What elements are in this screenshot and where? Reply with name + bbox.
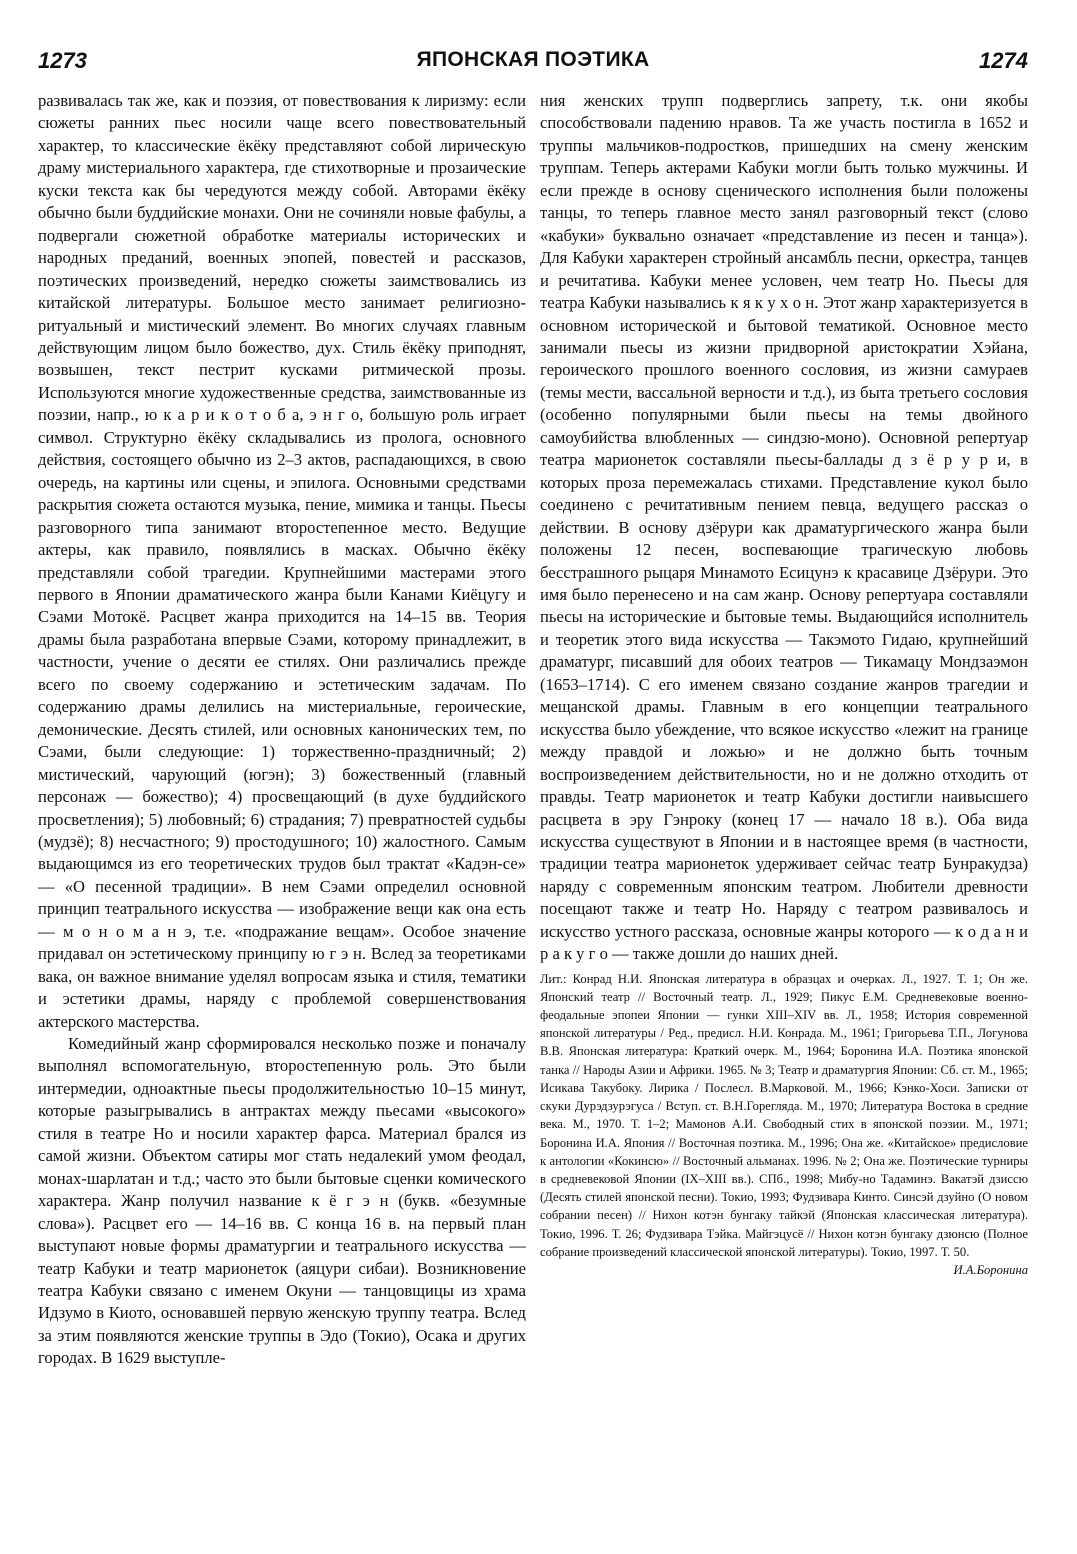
running-title: ЯПОНСКАЯ ПОЭТИКА	[416, 48, 650, 71]
article-author: И.А.Боронина	[953, 1262, 1028, 1277]
references-text: Лит.: Конрад Н.И. Японская литература в образцах и очерках. Л., 1927. Т. 1; Он же. Японский театр // Восточный театр. Л., 1929; Пикус Е.М. Средневековые военно-феодальные эпопеи Японии — гунки XIII–XIV вв. Л., 1958; История современной японской литературы / Ред., предисл. Н.И. Конрада. М., 1961; Григорьева Т.П., Логунова В.В. Японская литература: Краткий очерк. М., 1964; Боронина И.А. Поэтика японской танка // Народы Азии и Африки. 1965. № 3; Театр и драматургия Японии: Сб. ст. М., 1965; Исикава Такубоку. Лирика / Послесл. В.Марковой. М., 1966; Кэнко-Хоси. Записки от скуки Дурэдзурэгуса / Вступ. ст. В.Н.Горегляда. М., 1970; Литература Востока в средние века. М., 1970. Т. 1–2; Мамонов А.И. Свободный стих в японской поэзии. М., 1971; Боронина И.А. Япония // Восточная поэтика. М., 1996; Она же. «Китайское» предисловие к антологии «Кокинсю» // Восточный альманах. 1996. № 2; Она же. Поэтические турниры в средневековой Японии (IX–XIII вв.). СПб., 1998; Мибу-но Тадаминэ. Вакатэй дзиссю (Десять стилей японской песни). Токио, 1993; Фудзивара Кинто. Синсэй дзуйно (О новом собрании песен) // Нихон котэн бунгаку тайкэй (Японская классическая литература). Токио, 1996. Т. 26; Фудзивара Тэйка. Майгэцусё // Нихон котэн бунгаку дзюнсю (Полное собрание произведений классической японской литературы). Токио, 1997. Т. 50.	[540, 971, 1028, 1259]
page-number-left: 1273	[38, 48, 87, 73]
page-header	[38, 48, 1028, 78]
left-column	[38, 90, 526, 1370]
body-paragraph: Комедийный жанр сформировался несколько позже и поначалу выполнял вспомогательную, второстепенную роль. Это были интермедии, одноактные пьесы продолжительностью 10–15 минут, которые разыгрывались в антрактах между пьесами «высокого» стиля в театре Но и носили характер фарса. Материал брался из самой жизни. Объектом сатиры мог стать недалекий умом феодал, монах-шарлатан и т.д.; часто это были бытовые сценки комического характера. Жанр получил название к ё г э н (букв. «безумные слова»). Расцвет его — 14–16 вв. С конца 16 в. на первый план выступают новые формы драматургии и театрального искусства — театр Кабуки и театр марионеток (аяцури сибаи). Возникновение театра Кабуки связано с именем Окуни — танцовщицы из храма Идзумо в Киото, основавшей первую женскую труппу театра. Вслед за этим появляются женские труппы в Эдо (Токио), Осака и других городах. В 1629 выступле-	[38, 1034, 526, 1368]
page-number-right: 1274	[979, 48, 1028, 73]
right-column	[540, 90, 1028, 1279]
body-paragraph: ния женских трупп подверглись запрету, т.к. они якобы способствовали падению нравов. Та же участь постигла в 1652 и труппы мальчиков-подростков, пришедших на смену женским труппам. Теперь актерами Кабуки могли быть только мужчины. И если прежде в основу сценического исполнения были положены танцы, то теперь главное место занял разговорный текст (слово «кабуки» буквально означает «представление из песен и танца»). Для Кабуки характерен стройный ансамбль песни, оркестра, танцев и речитатива. Кабуки менее условен, чем театр Но. Пьесы для театра Кабуки назывались к я к у х о н. Этот жанр характеризуется в основном исторической и бытовой тематикой. Основное место занимали пьесы из жизни придворной аристократии Хэйана, героического прошлого военного сословия, из жизни самураев (темы мести, вассальной верности и т.д.), из быта третьего сословия (особенно популярными были пьесы на темы двойного самоубийства влюбленных — синдзю-моно). Основной репертуар театра марионеток составляли пьесы-баллады д з ё р у р и, в которых проза перемежалась стихами. Представление кукол было соединено с речитативным пением певца, ведущего рассказ о действии. В основу дзёрури как драматургического жанра были положены 12 песен, воспевающие трагическую любовь бесстрашного рыцаря Минамото Есицунэ к красавице Дзёрури. Это имя было перенесено и на сам жанр. Основу репертуара составляли пьесы на исторические и бытовые темы. Выдающийся исполнитель и теоретик этого вида искусства — Такэмото Гидаю, крупнейший драматург, писавший для обоих театров — Тикамацу Мондзаэмон (1653–1714). С его именем связано создание жанров трагедии и мещанской драмы. Главным в его концепции театрального искусства было убеждение, что всякое искусство «лежит на границе между правдой и ложью» и не должно быть точным воспроизведением действительности, но и не должно отходить от правды. Театр марионеток и театр Кабуки достигли наивысшего расцвета в эру Гэнроку (конец 17 — начало 18 в.). Оба вида искусства существуют в Японии и в настоящее время (в частности, традиции театра марионеток удерживает сейчас театр Бунракудза) наряду с современным японским театром. Любители древности посещают также и театр Но. Наряду с театром развивалось и искусство устного рассказа, основные жанры которого — к о д а н и р а к у г о — также дошли до наших дней.	[540, 91, 1028, 964]
body-paragraph: развивалась так же, как и поэзия, от повествования к лиризму: если сюжеты ранних пьес носили чаще всего повествовательный характер, то классические ёкёку представляют собой лирическую драму мистериального характера, где стихотворные и прозаические куски текста как бы чередуются между собой. Авторами ёкёку обычно были буддийские монахи. Они не сочиняли новые фабулы, а подвергали сюжетной обработке материалы исторических и народных преданий, военных эпопей, повестей и рассказов, поэтических произведений, нередко сюжеты заимствовались из китайской литературы. Большое место занимает религиозно-ритуальный и мистический элемент. Во многих случаях главным действующим лицом было божество, дух. Стиль ёкёку приподнят, возвышен, текст пестрит кусками ритмической прозы. Используются многие художественные средства, заимствованные из поэзии, напр., ю к а р и к о т о б а, э н г о, большую роль играет символ. Структурно ёкёку складывались из пролога, основного действия, состоящего обычно из 2–3 актов, распадающихся, в свою очередь, на картины или сцены, и эпилога. Основными средствами раскрытия сюжета остаются музыка, пение, мимика и танцы. Пьесы разговорного типа занимают второстепенное место. Ведущие актеры, как правило, появлялись в масках. Обычно ёкёку представляли собой трагедии. Крупнейшими мастерами этого первого в Японии драматического жанра были Канами Киёцугу и Сэами Мотокё. Расцвет жанра приходится на 14–15 вв. Теория драмы была разработана впервые Сэами, которому принадлежит, в частности, учение о десяти ее стилях. Они различались прежде всего по своему содержанию и эстетическим задачам. По содержанию драмы делились на мистериальные, героические, демонические. Десять стилей, или основных канонических тем, по Сэами, были следующие: 1) торжественно-праздничный; 2) мистический, чарующий (югэн); 3) божественный (главный персонаж — божество); 4) просвещающий (в духе буддийского просветления); 5) любовный; 6) страдания; 7) превратностей судьбы (мудзё); 8) несчастного; 9) простодушного; 10) жалостного. Самым выдающимся из его теоретических трудов был трактат «Кадэн-се» — «О песенной традиции». В нем Сэами определил основной принцип театрального искусства — изображение вещи как она есть — м о н о м а н э, т.е. «подражание вещам». Особое значение придавал он эстетическому принципу ю г э н. Вслед за теоретиками вака, он важное внимание уделял вопросам языка и стиля, тематики и эстетики драмы, наряду с проблемой совершенствования актерского мастерства.	[38, 91, 526, 1031]
references-block	[540, 970, 1028, 1279]
